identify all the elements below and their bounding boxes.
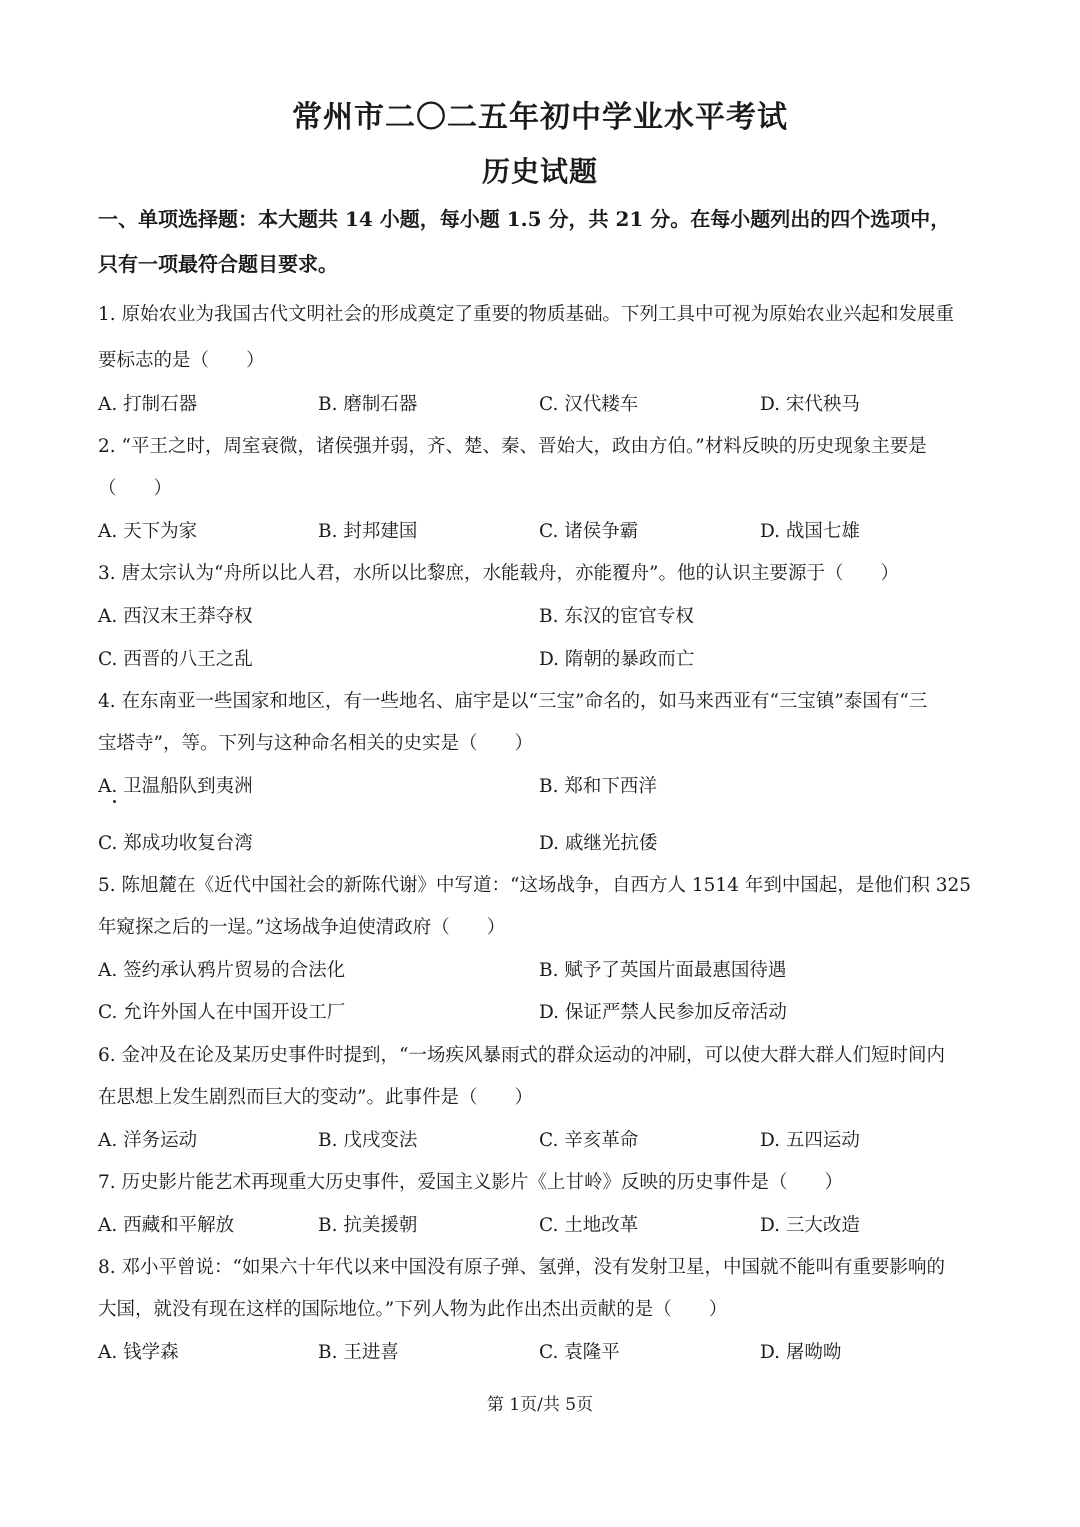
question-5-line-2: 年窥探之后的一逞。”这场战争迫使清政府（ ） bbox=[98, 917, 506, 938]
question-8-option-c: C. 袁隆平 bbox=[539, 1342, 620, 1363]
question-2-line-2: （ ） bbox=[98, 478, 173, 499]
question-2-option-a: A. 天下为家 bbox=[98, 521, 198, 542]
question-1-line-2: 要标志的是（ ） bbox=[98, 350, 265, 371]
question-4-option-c: C. 郑成功收复台湾 bbox=[98, 833, 253, 854]
question-6-option-c: C. 辛亥革命 bbox=[539, 1130, 639, 1151]
question-4-option-b: B. 郑和下西洋 bbox=[539, 776, 657, 797]
question-1-option-a: A. 打制石器 bbox=[98, 394, 198, 415]
question-5-option-b: B. 赋予了英国片面最惠国待遇 bbox=[539, 960, 787, 981]
section-heading-line-1: 一、单项选择题：本大题共 14 小题，每小题 1.5 分，共 21 分。在每小题列出的四个选项中， bbox=[98, 207, 951, 231]
question-8-option-a: A. 钱学森 bbox=[98, 1342, 179, 1363]
question-7-option-a: A. 西藏和平解放 bbox=[98, 1215, 235, 1236]
section-heading-line-2: 只有一项最符合题目要求。 bbox=[98, 252, 338, 276]
question-1-option-d: D. 宋代秧马 bbox=[760, 394, 860, 415]
stray-mark bbox=[113, 800, 116, 803]
question-5-option-a: A. 签约承认鸦片贸易的合法化 bbox=[98, 960, 346, 981]
question-5-line-1: 5. 陈旭麓在《近代中国社会的新陈代谢》中写道：“这场战争，自西方人 1514 年到中国起，是他们积 325 bbox=[98, 875, 972, 896]
exam-title: 常州市二〇二五年初中学业水平考试 bbox=[292, 100, 788, 135]
question-6-option-a: A. 洋务运动 bbox=[98, 1130, 198, 1151]
question-7-option-d: D. 三大改造 bbox=[760, 1215, 860, 1236]
question-3-option-d: D. 隋朝的暴政而亡 bbox=[539, 649, 695, 670]
question-7-line-1: 7. 历史影片能艺术再现重大历史事件，爱国主义影片《上甘岭》反映的历史事件是（ ） bbox=[98, 1172, 844, 1193]
question-4-line-1: 4. 在东南亚一些国家和地区，有一些地名、庙宇是以“三宝”命名的，如马来西亚有“三宝镇”泰国有“三 bbox=[98, 691, 928, 712]
page-number: 第 1页/共 5页 bbox=[486, 1395, 594, 1415]
question-3-option-b: B. 东汉的宦官专权 bbox=[539, 606, 694, 627]
question-1-line-1: 1. 原始农业为我国古代文明社会的形成奠定了重要的物质基础。下列工具中可视为原始农业兴起和发展重 bbox=[98, 304, 955, 325]
question-4-line-2: 宝塔寺”，等。下列与这种命名相关的史实是（ ） bbox=[98, 733, 533, 754]
question-5-option-d: D. 保证严禁人民参加反帝活动 bbox=[539, 1002, 787, 1023]
question-6-line-2: 在思想上发生剧烈而巨大的变动”。此事件是（ ） bbox=[98, 1087, 533, 1108]
question-3-option-c: C. 西晋的八王之乱 bbox=[98, 649, 253, 670]
question-3-option-a: A. 西汉末王莽夺权 bbox=[98, 606, 253, 627]
question-8-line-1: 8. 邓小平曾说：“如果六十年代以来中国没有原子弹、氢弹，没有发射卫星，中国就不能叫有重要影响的 bbox=[98, 1257, 945, 1278]
question-8-option-d: D. 屠呦呦 bbox=[760, 1342, 842, 1363]
question-7-option-b: B. 抗美援朝 bbox=[318, 1215, 418, 1236]
exam-subtitle: 历史试题 bbox=[481, 155, 598, 188]
question-6-line-1: 6. 金冲及在论及某历史事件时提到，“一场疾风暴雨式的群众运动的冲刷，可以使大群大群人们短时间内 bbox=[98, 1045, 945, 1066]
question-8-line-2: 大国，就没有现在这样的国际地位。”下列人物为此作出杰出贡献的是（ ） bbox=[98, 1299, 728, 1320]
question-1-option-c: C. 汉代耧车 bbox=[539, 394, 639, 415]
question-2-option-b: B. 封邦建国 bbox=[318, 521, 418, 542]
question-5-option-c: C. 允许外国人在中国开设工厂 bbox=[98, 1002, 346, 1023]
question-4-option-d: D. 戚继光抗倭 bbox=[539, 833, 658, 854]
question-2-option-c: C. 诸侯争霸 bbox=[539, 521, 639, 542]
question-7-option-c: C. 土地改革 bbox=[539, 1215, 639, 1236]
question-1-option-b: B. 磨制石器 bbox=[318, 394, 418, 415]
question-3-line-1: 3. 唐太宗认为“舟所以比人君，水所以比黎庶，水能载舟，亦能覆舟”。他的认识主要源于（ ） bbox=[98, 563, 899, 584]
question-6-option-b: B. 戊戌变法 bbox=[318, 1130, 418, 1151]
question-2-option-d: D. 战国七雄 bbox=[760, 521, 860, 542]
question-8-option-b: B. 王进喜 bbox=[318, 1342, 399, 1363]
question-6-option-d: D. 五四运动 bbox=[760, 1130, 860, 1151]
question-2-line-1: 2. “平王之时，周室衰微，诸侯强并弱，齐、楚、秦、晋始大，政由方伯。”材料反映的历史现象主要是 bbox=[98, 436, 927, 457]
question-4-option-a: A. 卫温船队到夷洲 bbox=[98, 776, 253, 797]
